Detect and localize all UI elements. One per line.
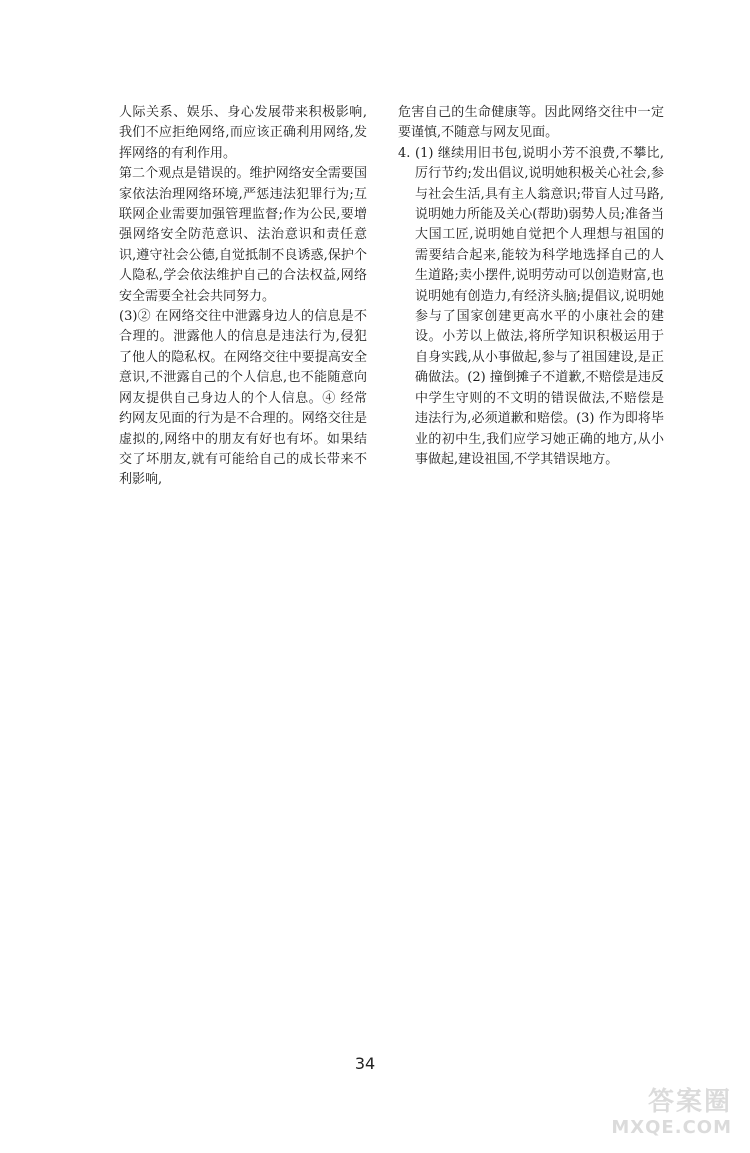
- left-text-column: [119, 103, 367, 491]
- item-number: 4.: [398, 145, 411, 161]
- answer-item-4: [398, 144, 664, 471]
- right-text-column: [398, 103, 664, 470]
- page-number: 34: [354, 1054, 376, 1073]
- watermark-text-top: 答案圈: [647, 1087, 732, 1117]
- item-4-text: (1) 继续用旧书包,说明小芳不浪费,不攀比,厉行节约;发出倡议,说明她积极关心社会,参与社会生活,具有主人翁意识;带盲人过马路,说明她力所能及关心(帮助)弱势人员;准备当大国工匠,说明她自觉把个人理想与祖国的需要结合起来,能较为科学地选择自己的人生道路;卖小摆件,说明劳动可以创造财富,也说明她有创造力,有经济头脑;提倡议,说明她参与了国家创建更高水平的小康社会的建设。小芳以上做法,将所学知识积极运用于自身实践,从小事做起,参与了祖国建设,是正确做法。(2) 撞倒摊子不道歉,不赔偿是违反中学生守则的不文明的错误做法,不赔偿是违法行为,必须道歉和赔偿。(3) 作为即将毕业的初中生,我们应学习她正确的地方,从小事做起,建设祖国,不学其错误地方。: [415, 145, 664, 467]
- paragraph-continuation: 人际关系、娱乐、身心发展带来积极影响,我们不应拒绝网络,而应该正确利用网络,发挥网络的有利作用。: [119, 105, 367, 161]
- paragraph-second-viewpoint: 第二个观点是错误的。维护网络安全需要国家依法治理网络环境,严惩违法犯罪行为;互联网企业需要加强管理监督;作为公民,要增强网络安全防范意识、法治意识和责任意识,遵守社会公德,自觉抵制不良诱惑,保护个人隐私,学会依法维护自己的合法权益,网络安全需要全社会共同努力。: [119, 166, 367, 304]
- paragraph-answer-3: (3)② 在网络交往中泄露身边人的信息是不合理的。泄露他人的信息是违法行为,侵犯了他人的隐私权。在网络交往中要提高安全意识,不泄露自己的个人信息,也不能随意向网友提供自己身边人的个人信息。④ 经常约网友见面的行为是不合理的。网络交往是虚拟的,网络中的朋友有好也有坏。如果结交了坏朋友,就有可能给自己的成长带来不利影响,: [119, 309, 367, 488]
- watermark-text-bottom: MXQE.COM: [611, 1117, 732, 1138]
- watermark-logo: [582, 1087, 732, 1147]
- paragraph-continuation-right: 危害自己的生命健康等。因此网络交往中一定要谨慎,不随意与网友见面。: [398, 105, 664, 141]
